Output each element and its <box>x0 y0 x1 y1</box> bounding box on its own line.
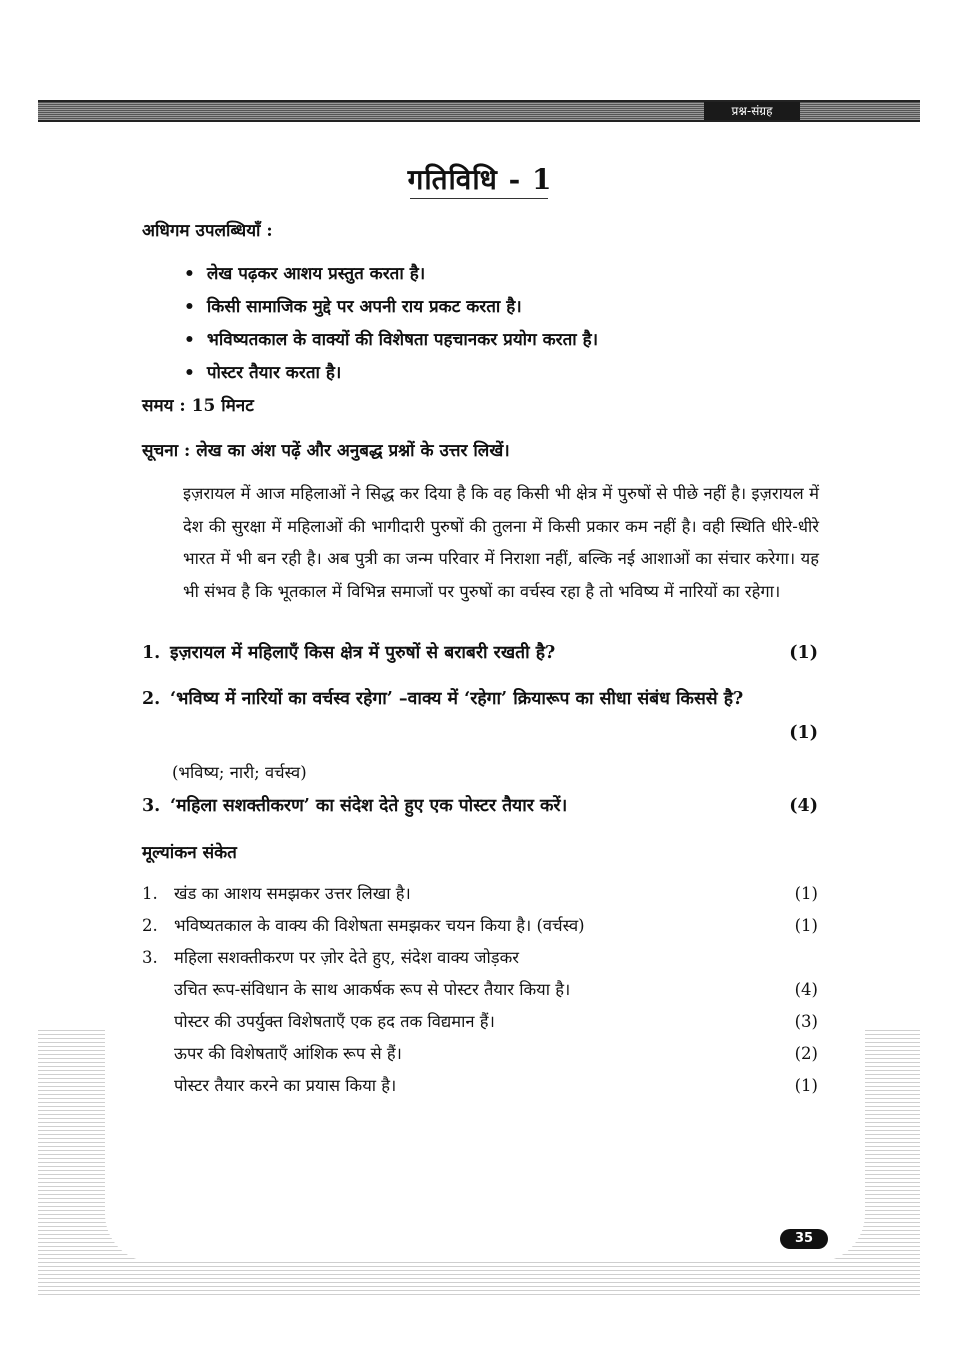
question-2-options: (भविष्य; नारी; वर्चस्व) <box>172 763 307 782</box>
evaluation-item <box>142 1038 818 1070</box>
evaluation-text: ऊपर की विशेषताएँ आंशिक रूप से हैं। <box>174 1044 402 1063</box>
evaluation-marks: (1) <box>794 1076 818 1095</box>
question-text: ‘भविष्य में नारियों का वर्चस्व रहेगा’ –वाक्य में ‘रहेगा’ क्रियारूप का सीधा संबंध किससे है? <box>170 689 744 709</box>
title-underline <box>410 198 548 199</box>
page-number: 35 <box>780 1229 828 1249</box>
evaluation-item <box>142 1006 818 1038</box>
question-2 <box>142 682 818 743</box>
objective-item: • लेख पढ़कर आशय प्रस्तुत करता है। <box>184 258 598 291</box>
question-text: ‘महिला सशक्तीकरण’ का संदेश देते हुए एक पोस्टर तैयार करें। <box>170 796 568 816</box>
header-label: प्रश्न-संग्रह <box>704 102 800 120</box>
question-marks: (4) <box>789 796 818 816</box>
evaluation-marks: (1) <box>794 916 818 935</box>
evaluation-item <box>142 942 818 974</box>
evaluation-text: पोस्टर तैयार करने का प्रयास किया है। <box>174 1076 397 1095</box>
question-marks: (1) <box>789 723 818 743</box>
evaluation-marks: (4) <box>794 980 818 999</box>
question-1 <box>142 636 818 670</box>
evaluation-number: 3. <box>142 948 158 967</box>
passage-text: इज़रायल में आज महिलाओं ने सिद्ध कर दिया है कि वह किसी भी क्षेत्र में पुरुषों से पीछे नहीं है। इज़रायल में देश की सुरक्षा में महिलाओं की भागीदारी पुरुषों की तुलना में किसी प्रकार कम नहीं है। वही स्थिति धीरे-धीरे भारत में भी बन रही है। अब पुत्री का जन्म परिवार में निराशा नहीं, बल्कि नई आशाओं का संचार करेगा। यह भी संभव है कि भूतकाल में विभिन्न समाजों पर पुरुषों का वर्चस्व रहा है तो भविष्य में नारियों का रहेगा। <box>183 484 819 601</box>
evaluation-text: भविष्यतकाल के वाक्य की विशेषता समझकर चयन किया है। (वर्चस्व) <box>174 916 585 935</box>
question-marks: (1) <box>789 643 818 663</box>
page-title: गतिविधि - 1 <box>407 163 553 196</box>
question-number: 1. <box>142 643 161 663</box>
evaluation-marks: (3) <box>794 1012 818 1031</box>
question-number: 2. <box>142 689 161 709</box>
evaluation-list <box>142 878 818 1102</box>
instruction: सूचना : लेख का अंश पढ़ें और अनुबद्ध प्रश्नों के उत्तर लिखें। <box>142 441 510 461</box>
time-label: समय : 15 मिनट <box>142 396 254 416</box>
evaluation-text: पोस्टर की उपर्युक्त विशेषताएँ एक हद तक विद्यमान हैं। <box>174 1012 495 1031</box>
evaluation-heading: मूल्यांकन संकेत <box>142 843 237 863</box>
objectives-list <box>184 258 598 390</box>
objective-item: • किसी सामाजिक मुद्दे पर अपनी राय प्रकट करता है। <box>184 291 598 324</box>
evaluation-marks: (1) <box>794 884 818 903</box>
question-3 <box>142 789 818 823</box>
evaluation-number: 1. <box>142 884 158 903</box>
evaluation-item <box>142 974 818 1006</box>
evaluation-item <box>142 910 818 942</box>
evaluation-number: 2. <box>142 916 158 935</box>
objectives-heading: अधिगम उपलब्धियाँ : <box>142 221 273 241</box>
objective-item: • भविष्यतकाल के वाक्यों की विशेषता पहचानकर प्रयोग करता है। <box>184 324 598 357</box>
evaluation-marks: (2) <box>794 1044 818 1063</box>
evaluation-item <box>142 878 818 910</box>
question-text: इज़रायल में महिलाएँ किस क्षेत्र में पुरुषों से बराबरी रखती है? <box>170 643 556 663</box>
evaluation-text: खंड का आशय समझकर उत्तर लिखा है। <box>174 884 411 903</box>
objective-item: • पोस्टर तैयार करता है। <box>184 357 598 390</box>
evaluation-item <box>142 1070 818 1102</box>
evaluation-text: महिला सशक्तीकरण पर ज़ोर देते हुए, संदेश वाक्य जोड़कर <box>174 948 519 967</box>
evaluation-text: उचित रूप-संविधान के साथ आकर्षक रूप से पोस्टर तैयार किया है। <box>174 980 571 999</box>
question-number: 3. <box>142 796 161 816</box>
